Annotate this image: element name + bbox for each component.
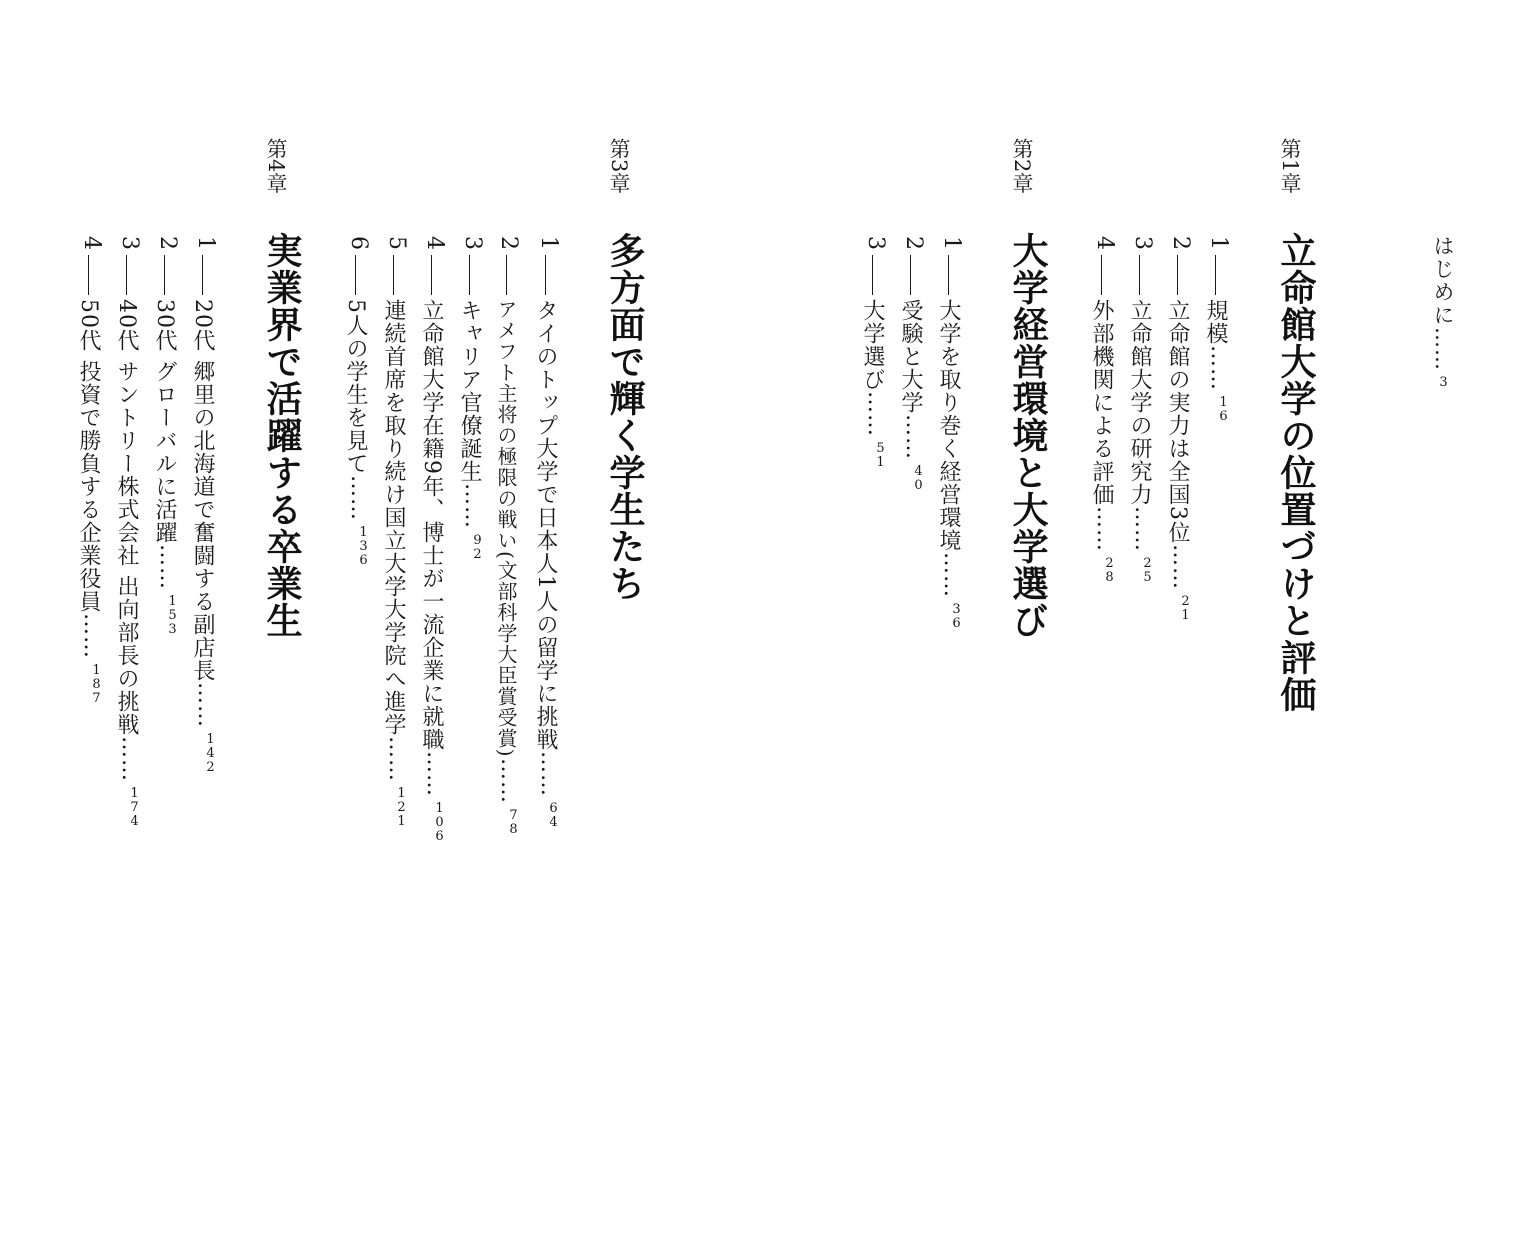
entry-page-number: 64 [546,801,561,829]
intro-page-number: 3 [1436,375,1451,389]
entry-page-number: 36 [949,602,964,630]
entry-page-number: 153 [165,594,180,636]
entry-rule [202,255,203,295]
entry-title: 40代 サントリー株式会社 出向部長の挑戦 [114,299,139,736]
entry-title: 連続首席を取り続け国立大学大学院へ進学 [381,299,406,736]
entry-title: 立命館の実力は全国3位 [1165,299,1190,544]
chapter-4-entry-4[interactable] [73,236,104,705]
entry-number: 1 [193,236,218,251]
chapter-3-entry-2[interactable] [492,236,521,836]
entry-title: 立命館大学の研究力 [1127,299,1152,506]
entry-number: 2 [496,236,521,251]
chapter-3-label: 第3章 [607,138,631,194]
entry-number: 2 [901,236,926,251]
chapter-2-entry-2[interactable] [895,236,926,492]
entry-dots: …… [155,544,180,590]
chapter-2-entry-1[interactable] [933,236,964,630]
entry-number: 6 [346,236,371,251]
entry-title: 50代 投資で勝負する企業役員 [76,299,101,613]
entry-dots: …… [1206,345,1231,391]
entry-rule [126,255,127,295]
entry-number: 5 [384,236,409,251]
entry-number: 4 [422,236,447,251]
chapter-4-title[interactable]: 実業界で活躍する卒業生 [261,232,302,639]
entry-dots: …… [1130,506,1155,552]
entry-page-number: 136 [356,525,371,567]
chapter-2-title[interactable]: 大学経営環境と大学選び [1007,232,1048,639]
entry-rule [910,255,911,295]
entry-rule [948,255,949,295]
entry-page-number: 174 [127,785,142,828]
entry-number: 3 [460,236,485,251]
entry-number: 2 [155,236,180,251]
chapter-4-entry-2[interactable] [149,236,180,636]
entry-dots: …… [939,552,964,598]
entry-number: 3 [863,236,888,251]
entry-page-number: 25 [1140,556,1155,584]
entry-title: 5人の学生を見て [343,299,368,475]
entry-page-number: 28 [1102,556,1117,584]
entry-title: 立命館大学在籍9年、博士が一流企業に就職 [419,299,444,751]
entry-number: 3 [1130,236,1155,251]
entry-page-number: 40 [911,464,926,492]
entry-dots: …… [117,735,142,782]
entry-title: キャリア官僚誕生 [457,299,482,483]
entry-rule [872,255,873,295]
chapter-4-label: 第4章 [264,138,288,194]
entry-number: 4 [79,236,104,251]
entry-dots: …… [1168,544,1193,590]
entry-dots: …… [422,751,447,797]
entry-rule [1215,255,1216,295]
chapter-1-entry-1[interactable] [1200,236,1231,423]
entry-dots: …… [384,736,409,782]
entry-page-number: 16 [1216,395,1231,423]
intro-text: はじめに [1431,235,1455,327]
chapter-4-entry-1[interactable] [187,236,218,774]
chapter-3-entry-4[interactable] [416,236,447,843]
entry-title: 大学選び [860,299,885,391]
entry-dots: …… [460,483,485,529]
chapter-3-entry-5[interactable] [378,236,409,828]
entry-page-number: 142 [203,732,218,774]
entry-number: 3 [117,236,142,251]
chapter-4-entry-3[interactable] [111,236,142,828]
entry-rule [1139,255,1140,295]
entry-page-number: 121 [394,786,409,828]
entry-dots: …… [496,757,521,804]
entry-dots: …… [901,414,926,460]
chapter-2-label: 第2章 [1010,138,1034,194]
entry-rule [431,255,432,295]
entry-rule [1101,255,1102,295]
chapter-1-label: 第1章 [1278,138,1302,194]
entry-title: 規模 [1203,299,1228,345]
entry-number: 4 [1092,236,1117,251]
entry-title: 20代 郷里の北海道で奮闘する副店長 [190,299,215,682]
chapter-3-entry-3[interactable] [454,236,485,561]
entry-rule [1177,255,1178,295]
entry-rule [88,255,89,295]
entry-rule [469,255,470,295]
entry-title: タイのトップ大学で日本人1人の留学に挑戦 [533,299,558,751]
entry-number: 1 [536,236,561,251]
chapter-1-entry-4[interactable] [1086,236,1117,584]
entry-title: 外部機関による評価 [1089,299,1114,506]
entry-dots: …… [193,682,218,728]
entry-number: 2 [1168,236,1193,251]
entry-page-number: 51 [873,441,888,469]
entry-number: 1 [1206,236,1231,251]
entry-rule [506,255,507,295]
entry-dots: …… [1092,506,1117,552]
entry-dots: …… [536,751,561,797]
entry-title: アメフト主将の極限の戦い(文部科学大臣賞受賞) [494,299,518,758]
chapter-3-entry-6[interactable] [340,236,371,567]
chapter-1-title[interactable]: 立命館大学の位置づけと評価 [1275,232,1316,713]
entry-page-number: 187 [89,663,104,705]
entry-page-number: 92 [470,533,485,561]
chapter-2-entry-3[interactable] [857,236,888,469]
entry-dots: …… [79,613,104,659]
chapter-1-entry-2[interactable] [1162,236,1193,622]
entry-title: 30代 グローバルに活躍 [152,299,177,544]
entry-rule [355,255,356,295]
entry-rule [393,255,394,295]
intro-dots: …… [1431,327,1455,371]
entry-title: 大学を取り巻く経営環境 [936,299,961,552]
chapter-3-title[interactable]: 多方面で輝く学生たち [604,232,645,602]
intro-entry[interactable] [1428,235,1458,389]
entry-rule [164,255,165,295]
entry-page-number: 106 [432,801,447,843]
chapter-3-entry-1[interactable] [530,236,561,829]
entry-dots: …… [346,475,371,521]
chapter-1-entry-3[interactable] [1124,236,1155,584]
entry-rule [545,255,546,295]
entry-title: 受験と大学 [898,299,923,414]
entry-dots: …… [863,391,888,437]
entry-page-number: 21 [1178,594,1193,622]
entry-number: 1 [939,236,964,251]
entry-page-number: 78 [506,807,521,836]
